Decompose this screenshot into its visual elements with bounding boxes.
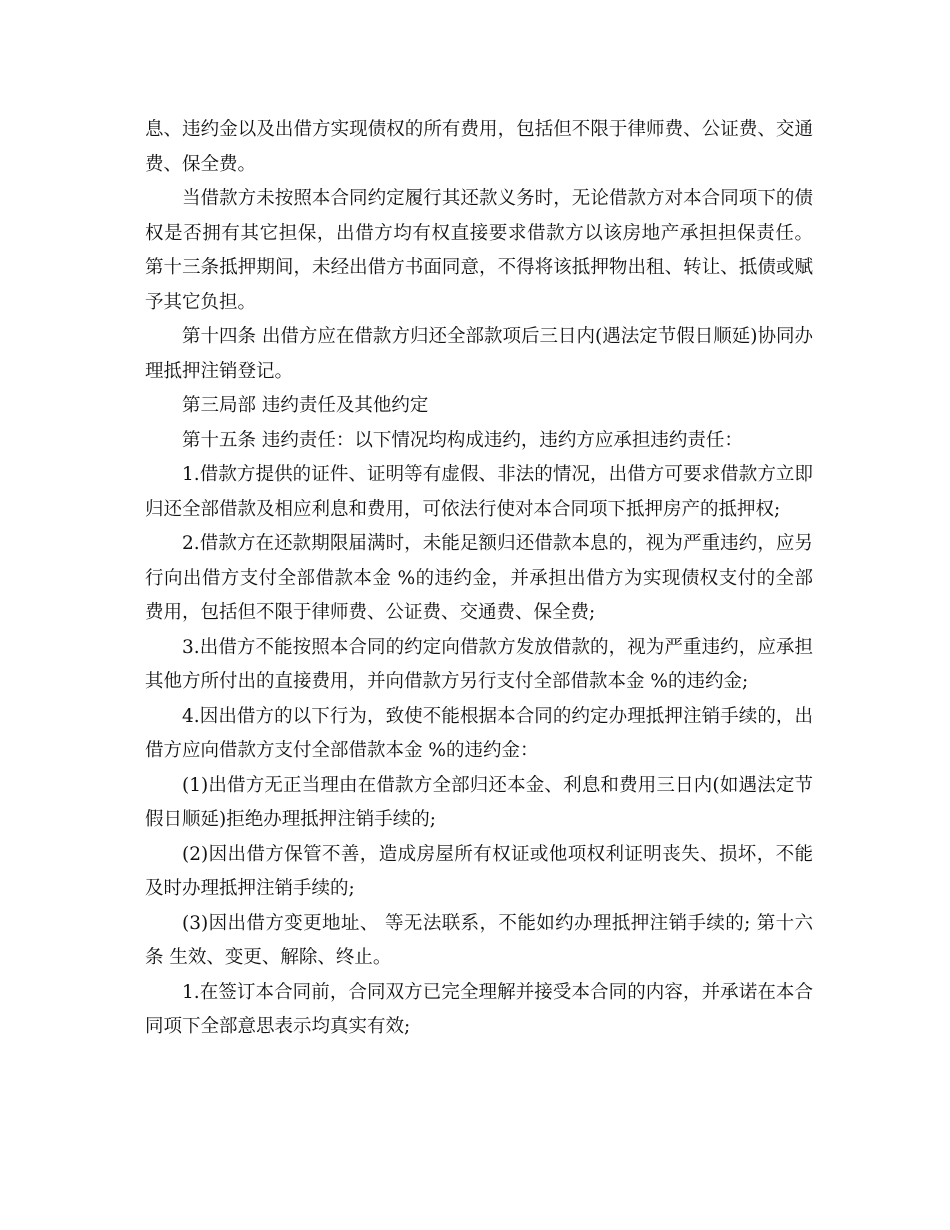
list-item-1: 1.借款方提供的证件、证明等有虚假、非法的情况，出借方可要求借款方立即归还全部借款及相应利息和费用，可依法行使对本合同项下抵押房产的抵押权; xyxy=(145,464,813,520)
list-item-3: 3.出借方不能按照本合同的约定向借款方发放借款的，视为严重违约，应承担其他方所付出的直接费用，并向借款方另行支付全部借款本金 %的违约金; xyxy=(145,636,813,692)
document-body xyxy=(145,113,813,1045)
sub-item-2: (2)因出借方保管不善，造成房屋所有权证或他项权利证明丧失、损坏，不能及时办理抵押注销手续的; xyxy=(145,843,813,899)
section-heading-part-3: 第三局部 违约责任及其他约定 xyxy=(182,395,429,416)
paragraph-article-14: 第十四条 出借方应在借款方归还全部款项后三日内(遇法定节假日顺延)协同办理抵押注销登记。 xyxy=(145,326,813,382)
list-item-2: 2.借款方在还款期限届满时，未能足额归还借款本息的，视为严重违约，应另行向出借方支付全部借款本金 %的违约金，并承担出借方为实现债权支付的全部费用，包括但不限于律师费、公证费、交通费、保全费; xyxy=(145,533,813,623)
list-item-4: 4.因出借方的以下行为，致使不能根据本合同的约定办理抵押注销手续的，出借方应向借款方支付全部借款本金 %的违约金： xyxy=(145,705,813,761)
paragraph-article-15: 第十五条 违约责任：以下情况均构成违约，违约方应承担违约责任： xyxy=(182,429,743,451)
sub-item-1: (1)出借方无正当理由在借款方全部归还本金、利息和费用三日内(如遇法定节假日顺延)拒绝办理抵押注销手续的; xyxy=(145,774,813,830)
paragraph-guarantee-responsibility: 当借款方未按照本合同约定履行其还款义务时，无论借款方对本合同项下的债权是否拥有其它担保，出借方均有权直接要求借款方以该房地产承担担保责任。 第十三条抵押期间，未经出借方书面同意，不得将该抵押物出租、转让、抵债或赋予其它负担。 xyxy=(145,188,813,313)
paragraph-continued-fees: 息、违约金以及出借方实现债权的所有费用，包括但不限于律师费、公证费、交通费、保全费。 xyxy=(145,119,813,175)
sub-item-3: (3)因出借方变更地址、 等无法联系，不能如约办理抵押注销手续的; 第十六条 生效、变更、解除、终止。 xyxy=(145,912,813,968)
list-item-article-16-1: 1.在签订本合同前，合同双方已完全理解并接受本合同的内容，并承诺在本合同项下全部意思表示均真实有效; xyxy=(145,981,813,1037)
